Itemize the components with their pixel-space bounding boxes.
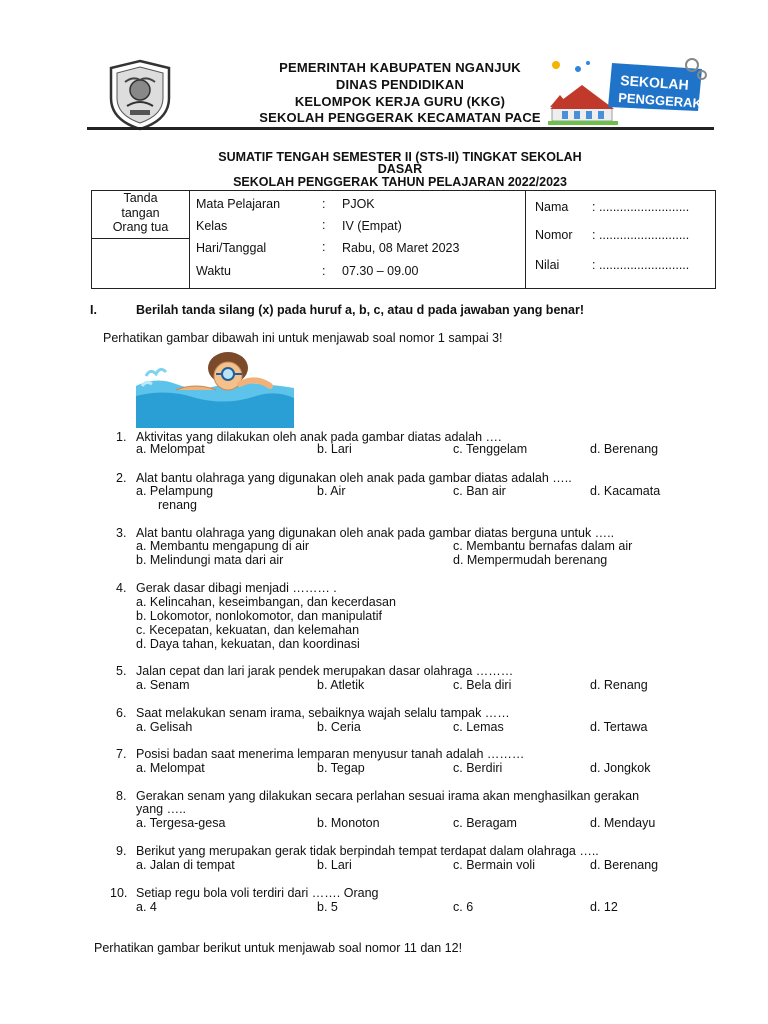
exam-title-line1: SUMATIF TENGAH SEMESTER II (STS-II) TINGKAT SEKOLAH — [218, 150, 582, 164]
header-divider — [87, 127, 714, 130]
header-group: KELOMPOK KERJA GURU (KKG) — [294, 94, 506, 109]
option-c[interactable]: c. Bermain voli — [453, 858, 535, 872]
regency-emblem-logo — [105, 58, 175, 132]
score-label: Nilai — [535, 258, 560, 272]
option-c[interactable]: c. Bela diri — [453, 678, 512, 692]
option-a[interactable]: a. Jalan di tempat — [136, 858, 235, 872]
question-number: 10. — [110, 886, 128, 900]
option-b[interactable]: b. Ceria — [317, 720, 361, 734]
question-number: 2. — [116, 471, 127, 485]
subject-colon: : — [322, 197, 326, 211]
time-label: Waktu — [196, 264, 231, 278]
question-text: Aktivitas yang dilakukan oleh anak pada gambar diatas adalah …. — [136, 430, 502, 444]
question-number: 3. — [116, 526, 127, 540]
logo-text-sekolah: SEKOLAH — [619, 72, 690, 93]
signature-label-cell — [92, 191, 190, 239]
option-d[interactable]: d. Mendayu — [590, 816, 656, 830]
question-number: 7. — [116, 747, 127, 761]
name-label: Nama — [535, 200, 569, 214]
header-government: PEMERINTAH KABUPATEN NGANJUK — [279, 60, 521, 75]
question-number: 9. — [116, 844, 127, 858]
question-number: 4. — [116, 581, 127, 595]
option-d[interactable]: d. Jongkok — [590, 761, 651, 775]
option-a[interactable]: a. Membantu mengapung di air — [136, 539, 310, 553]
number-field[interactable]: : .......................... — [592, 228, 690, 242]
subject-value: PJOK — [342, 197, 375, 211]
option-c[interactable]: c. Tenggelam — [453, 442, 528, 456]
sekolah-penggerak-logo — [548, 55, 708, 125]
signature-label-line3: Orang tua — [112, 220, 169, 234]
score-field[interactable]: : .......................... — [592, 258, 690, 272]
option-b[interactable]: b. Monoton — [317, 816, 380, 830]
question-text: Saat melakukan senam irama, sebaiknya wajah selalu tampak …… — [136, 706, 510, 720]
question-number: 5. — [116, 664, 127, 678]
option-b[interactable]: b. Tegap — [317, 761, 365, 775]
option-c[interactable]: c. Berdiri — [453, 761, 503, 775]
question-text: Alat bantu olahraga yang digunakan oleh anak pada gambar diatas berguna untuk ….. — [136, 526, 615, 540]
option-d[interactable]: d. Renang — [590, 678, 648, 692]
option-c[interactable]: c. 6 — [453, 900, 474, 914]
question-text: Alat bantu olahraga yang digunakan oleh anak pada gambar diatas adalah ….. — [136, 471, 572, 485]
option-b[interactable]: b. 5 — [317, 900, 338, 914]
subject-label: Mata Pelajaran — [196, 197, 281, 211]
question-text: Berikut yang merupakan gerak tidak berpindah tempat terdapat dalam olahraga ….. — [136, 844, 599, 858]
question-text-continued: yang ….. — [136, 802, 187, 816]
class-label: Kelas — [196, 219, 228, 233]
option-b[interactable]: b. Air — [317, 484, 346, 498]
option-a[interactable]: a. Melompat — [136, 442, 205, 456]
header-school: SEKOLAH PENGGERAK KECAMATAN PACE — [259, 110, 541, 125]
option-b[interactable]: b. Lari — [317, 858, 352, 872]
date-value: Rabu, 08 Maret 2023 — [342, 241, 460, 255]
question-text: Jalan cepat dan lari jarak pendek merupakan dasar olahraga ……… — [136, 664, 514, 678]
time-colon: : — [322, 264, 326, 278]
option-c[interactable]: c. Beragam — [453, 816, 517, 830]
option-a[interactable]: a. Kelincahan, keseimbangan, dan kecerdasan — [136, 595, 396, 609]
option-d[interactable]: d. 12 — [590, 900, 618, 914]
option-b[interactable]: b. Melindungi mata dari air — [136, 553, 284, 567]
date-label: Hari/Tanggal — [196, 241, 267, 255]
option-c[interactable]: c. Ban air — [453, 484, 506, 498]
logo-text-penggerak: PENGGERAK — [617, 90, 703, 111]
section-number: I. — [90, 303, 97, 317]
signature-label-line1: Tanda — [123, 191, 158, 205]
question-number: 6. — [116, 706, 127, 720]
exam-title-line3: SEKOLAH PENGGERAK TAHUN PELAJARAN 2022/2023 — [233, 175, 567, 189]
option-a[interactable]: a. Gelisah — [136, 720, 193, 734]
option-d[interactable]: d. Berenang — [590, 442, 659, 456]
question-number: 1. — [116, 430, 127, 444]
intro-text-1: Perhatikan gambar dibawah ini untuk menjawab soal nomor 1 sampai 3! — [103, 331, 503, 345]
question-text: Setiap regu bola voli terdiri dari ……. Orang — [136, 886, 379, 900]
option-a[interactable]: a. Senam — [136, 678, 190, 692]
option-a[interactable]: a. Tergesa-gesa — [136, 816, 226, 830]
number-label: Nomor — [535, 228, 573, 242]
intro-text-2: Perhatikan gambar berikut untuk menjawab soal nomor 11 dan 12! — [94, 941, 463, 955]
option-c[interactable]: c. Lemas — [453, 720, 504, 734]
option-b[interactable]: b. Atletik — [317, 678, 365, 692]
option-b[interactable]: b. Lokomotor, nonlokomotor, dan manipulatif — [136, 609, 382, 623]
option-d[interactable]: d. Kacamata — [590, 484, 661, 498]
option-c[interactable]: c. Membantu bernafas dalam air — [453, 539, 633, 553]
header-agency: DINAS PENDIDIKAN — [335, 77, 465, 92]
option-a[interactable]: a. Pelampung — [136, 484, 214, 498]
section-instruction: Berilah tanda silang (x) pada huruf a, b, c, atau d pada jawaban yang benar! — [136, 303, 585, 317]
option-a[interactable]: a. 4 — [136, 900, 157, 914]
question-text: Gerak dasar dibagi menjadi ……… . — [136, 581, 337, 595]
question-number: 8. — [116, 789, 127, 803]
class-colon: : — [322, 218, 326, 232]
question-text: Gerakan senam yang dilakukan secara perlahan sesuai irama akan menghasilkan gerakan — [136, 789, 640, 803]
option-b[interactable]: b. Lari — [317, 442, 352, 456]
option-d[interactable]: d. Daya tahan, kekuatan, dan koordinasi — [136, 637, 360, 651]
name-field[interactable]: : .......................... — [592, 200, 690, 214]
option-c[interactable]: c. Kecepatan, kekuatan, dan kelemahan — [136, 623, 360, 637]
time-value: 07.30 – 09.00 — [342, 264, 419, 278]
date-colon: : — [322, 240, 326, 254]
question-text: Posisi badan saat menerima lemparan menyusur tanah adalah ……… — [136, 747, 525, 761]
signature-label-line2: tangan — [121, 205, 160, 220]
class-value: IV (Empat) — [342, 219, 402, 233]
option-d[interactable]: d. Berenang — [590, 858, 659, 872]
signature-box[interactable] — [92, 239, 190, 289]
option-a[interactable]: a. Melompat — [136, 761, 205, 775]
swimming-child-image — [136, 346, 294, 428]
option-a-continued: renang — [158, 498, 197, 512]
option-d[interactable]: d. Mempermudah berenang — [453, 553, 608, 567]
option-d[interactable]: d. Tertawa — [590, 720, 648, 734]
exam-title-line2: DASAR — [377, 162, 423, 176]
